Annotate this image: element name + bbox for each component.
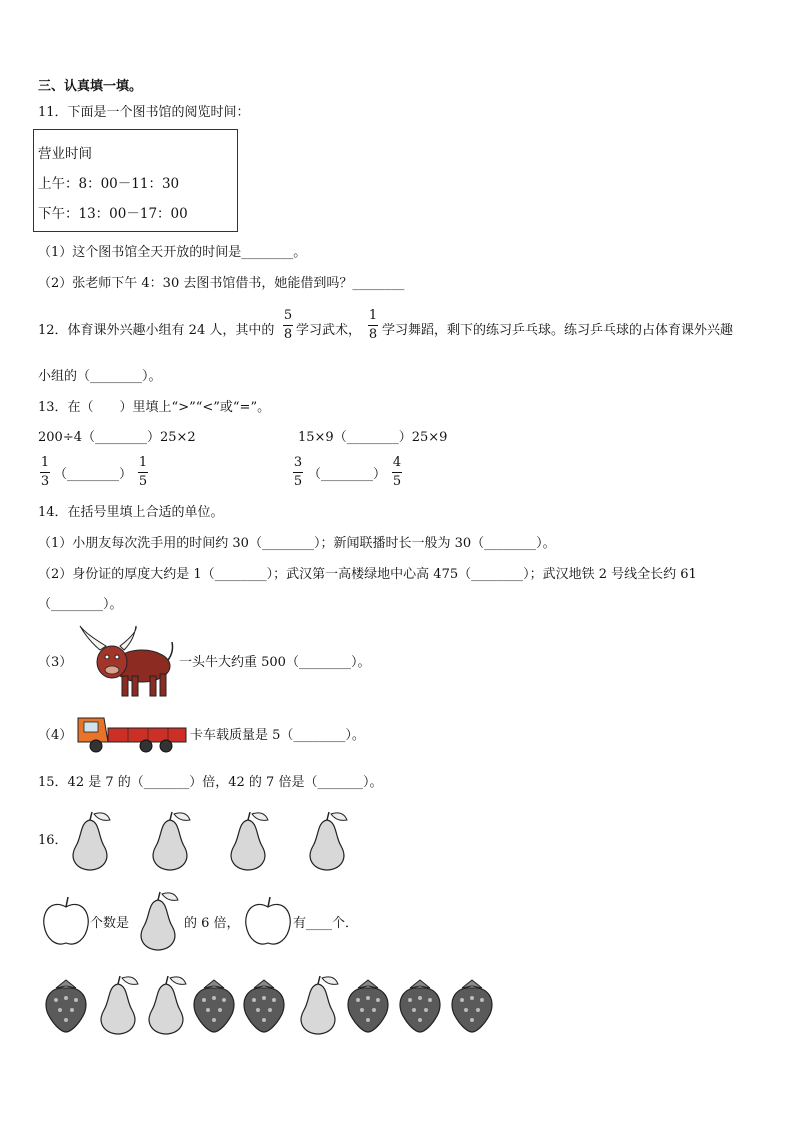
q11-intro: 11．下面是一个图书馆的阅览时间： xyxy=(38,105,250,120)
q13-intro: 13．在（ ）里填上“>”“<”或“=”。 xyxy=(38,400,271,415)
q13-fraction-one-fifth xyxy=(138,456,148,489)
fraction-denominator: 8 xyxy=(283,327,293,342)
q14-sub4-label: （4） xyxy=(38,728,73,743)
strawberry-icon xyxy=(344,978,392,1034)
hours-afternoon: 下午：13：00－17：00 xyxy=(38,206,188,222)
strawberry-icon xyxy=(240,978,288,1034)
q13-blank-2: （________） xyxy=(308,467,387,482)
q11-sub1: （1）这个图书馆全天开放的时间是________。 xyxy=(38,245,307,260)
q15-text: 15．42 是 7 的（_______）倍，42 的 7 倍是（_______）。 xyxy=(38,775,383,790)
q13-fraction-one-third xyxy=(40,456,50,489)
section-title: 三、认真填一填。 xyxy=(38,79,143,94)
pear-icon xyxy=(296,972,342,1036)
q12-fraction-one-eighth xyxy=(368,309,378,342)
apple-icon xyxy=(244,895,292,947)
q12-line2: 小组的（________）。 xyxy=(38,369,162,384)
fraction-numerator: 3 xyxy=(293,455,303,470)
q16-text-c: 有____个． xyxy=(293,916,359,931)
pear-icon xyxy=(96,972,142,1036)
fraction-denominator: 5 xyxy=(138,474,148,489)
fraction-denominator: 8 xyxy=(368,327,378,342)
truck-icon xyxy=(76,708,188,754)
opening-hours-box xyxy=(33,129,238,232)
q16-text-b: 的 6 倍， xyxy=(184,916,240,931)
fraction-denominator: 3 xyxy=(40,474,50,489)
q14-sub4-text: 卡车载质量是 5（________）。 xyxy=(190,728,365,743)
hours-morning: 上午：8：00－11：30 xyxy=(38,176,180,192)
fraction-numerator: 1 xyxy=(138,455,148,470)
pear-icon xyxy=(226,808,272,872)
fraction-numerator: 1 xyxy=(368,308,378,323)
strawberry-icon xyxy=(190,978,238,1034)
q14-sub3-label: （3） xyxy=(38,655,73,670)
pear-icon xyxy=(144,972,190,1036)
q14-intro: 14．在括号里填上合适的单位。 xyxy=(38,505,224,520)
fraction-numerator: 5 xyxy=(283,308,293,323)
strawberry-icon xyxy=(42,978,90,1034)
q12-part1: 12．体育课外兴趣小组有 24 人，其中的 xyxy=(38,323,275,338)
fraction-numerator: 4 xyxy=(392,455,402,470)
apple-icon xyxy=(42,895,90,947)
strawberry-icon xyxy=(396,978,444,1034)
fraction-numerator: 1 xyxy=(40,455,50,470)
pear-icon xyxy=(68,808,114,872)
q13-blank-1: （________） xyxy=(54,467,133,482)
q12-part3: 学习舞蹈，剩下的练习乒乓球。练习乒乓球的占体育课外兴趣 xyxy=(382,323,734,338)
q11-sub2: （2）张老师下午 4：30 去图书馆借书，她能借到吗？________ xyxy=(38,276,405,291)
strawberry-icon xyxy=(448,978,496,1034)
q14-sub2-line1: （2）身份证的厚度大约是 1（________）；武汉第一高楼绿地中心高 475（________）；武汉地铁 2 号线全长约 61 xyxy=(38,567,697,582)
fraction-denominator: 5 xyxy=(293,474,303,489)
bull-icon xyxy=(76,626,176,700)
q13-fraction-three-fifths xyxy=(293,456,303,489)
q13-fraction-four-fifths xyxy=(392,456,402,489)
q14-sub1: （1）小朋友每次洗手用的时间约 30（________）；新闻联播时长一般为 30（________）。 xyxy=(38,536,556,551)
q12-part2: 学习武术， xyxy=(296,323,362,338)
q13-row1-right: 15×9（________）25×9 xyxy=(298,430,448,445)
q16-label: 16． xyxy=(38,833,68,848)
hours-title: 营业时间 xyxy=(38,146,92,162)
q14-sub3-text: 一头牛大约重 500（________）。 xyxy=(179,655,371,670)
q14-sub2-line2: （________）。 xyxy=(38,597,123,612)
pear-icon xyxy=(305,808,351,872)
fraction-denominator: 5 xyxy=(392,474,402,489)
q12-fraction-five-eighths xyxy=(283,309,293,342)
pear-icon xyxy=(136,888,182,952)
pear-icon xyxy=(148,808,194,872)
q13-row1-left: 200÷4（________）25×2 xyxy=(38,430,196,445)
q16-text-a: 个数是 xyxy=(90,916,130,931)
